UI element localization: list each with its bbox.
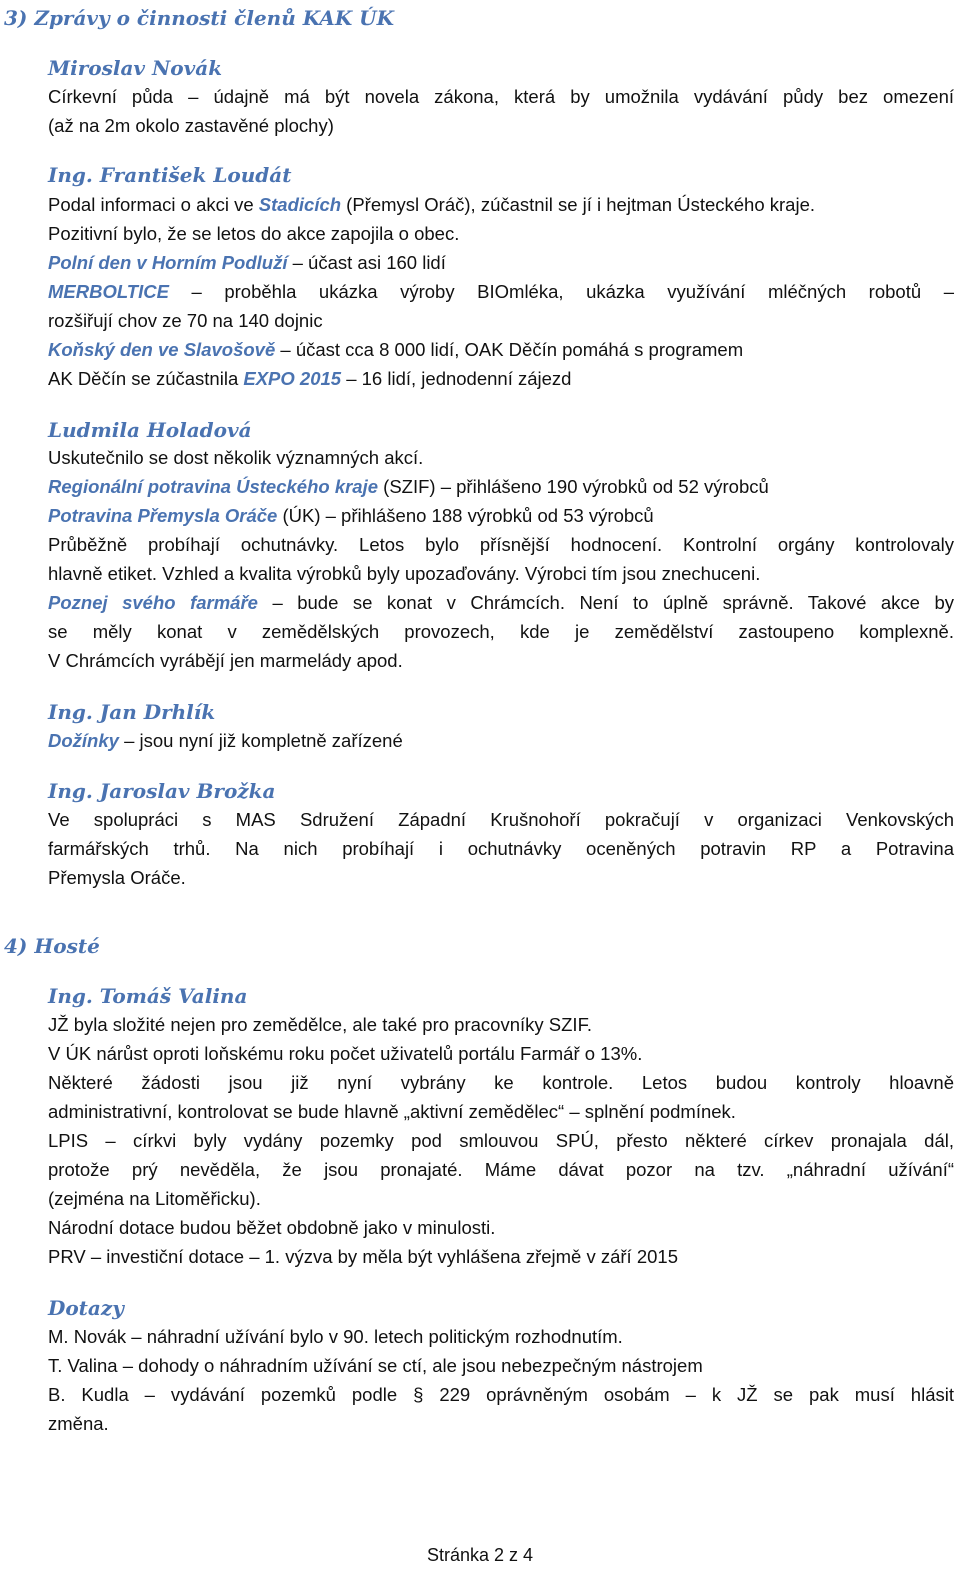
paragraph-line: hlavně etiket. Vzhled a kvalita výrobků byly upozaďovány. Výrobci tím jsou znechuceni.	[48, 563, 761, 584]
questions-heading: Dotazy	[48, 1296, 124, 1320]
event-line	[48, 501, 654, 530]
place-name: Stadicích	[258, 194, 342, 215]
paragraph-line: se měly konat v zemědělských provozech, kde je zemědělství zastoupeno komplexně.	[48, 621, 954, 642]
paragraph-line: administrativní, kontrolovat se bude hlavně „aktivní zemědělec“ – splnění podmínek.	[48, 1101, 736, 1122]
text-run: – účast cca 8 000 lidí, OAK Děčín pomáhá s programem	[275, 339, 744, 360]
text-run: – proběhla ukázka výroby BIOmléka, ukázka využívání mléčných robotů –	[168, 281, 954, 302]
paragraph-line: M. Novák – náhradní užívání bylo v 90. letech politickým rozhodnutím.	[48, 1326, 623, 1347]
paragraph-line: Průběžně probíhají ochutnávky. Letos bylo přísnější hodnocení. Kontrolní orgány kontrolovaly	[48, 534, 954, 555]
text-run: Podal informaci o akci ve	[48, 194, 259, 215]
event-label: Polní den v Horním Podluží	[48, 252, 288, 273]
section-heading-3: 3) Zprávy o činnosti členů KAK ÚK	[4, 6, 394, 30]
text-run: – jsou nyní již kompletně zařízené	[118, 730, 403, 751]
member-name-novak: Miroslav Novák	[48, 56, 223, 80]
paragraph-line: V Chrámcích vyrábějí jen marmelády apod.	[48, 650, 403, 671]
paragraph-line	[48, 190, 815, 219]
text-run: (ÚK) – přihlášeno 188 výrobků od 53 výrobců	[277, 505, 654, 526]
event-line	[48, 248, 446, 277]
paragraph-line: T. Valina – dohody o náhradním užívání se ctí, ale jsou nebezpečným nástrojem	[48, 1355, 703, 1376]
event-line	[48, 364, 571, 393]
paragraph-line: Přemysla Oráče.	[48, 867, 186, 888]
text-run: – účast asi 160 lidí	[287, 252, 446, 273]
paragraph-line: Uskutečnilo se dost několik významných akcí.	[48, 447, 424, 468]
paragraph-line: JŽ byla složité nejen pro zemědělce, ale také pro pracovníky SZIF.	[48, 1014, 592, 1035]
event-label: MERBOLTICE	[48, 281, 169, 302]
paragraph-line: Pozitivní bylo, že se letos do akce zapojila o obec.	[48, 223, 460, 244]
text-run: AK Děčín se zúčastnila	[48, 368, 244, 389]
text-run: – bude se konat v Chrámcích. Není to úplně správně. Takové akce by	[257, 592, 955, 613]
paragraph-line: PRV – investiční dotace – 1. výzva by měla být vyhlášena zřejmě v září 2015	[48, 1246, 678, 1267]
paragraph-line: rozšiřují chov ze 70 na 140 dojnic	[48, 310, 323, 331]
member-name-holadova: Ludmila Holadová	[48, 418, 252, 442]
event-label: EXPO 2015	[243, 368, 342, 389]
event-label: Potravina Přemysla Oráče	[48, 505, 278, 526]
paragraph-line: V ÚK nárůst oproti loňskému roku počet uživatelů portálu Farmář o 13%.	[48, 1043, 643, 1064]
text-run: (SZIF) – přihlášeno 190 výrobků od 52 výrobců	[378, 476, 769, 497]
paragraph-line: Církevní půda – údajně má být novela zákona, která by umožnila vydávání půdy bez omezení	[48, 86, 954, 107]
guest-name-valina: Ing. Tomáš Valina	[48, 984, 248, 1008]
member-name-drhlik: Ing. Jan Drhlík	[48, 700, 216, 724]
text-run: (Přemysl Oráč), zúčastnil se jí i hejtman Ústeckého kraje.	[341, 194, 816, 215]
event-line	[48, 726, 403, 755]
paragraph-line: Národní dotace budou běžet obdobně jako v minulosti.	[48, 1217, 496, 1238]
paragraph-line: protože prý nevěděla, že jsou pronajaté. Máme dávat pozor na tzv. „náhradní užívání“	[48, 1159, 954, 1180]
paragraph-line: (až na 2m okolo zastavěné plochy)	[48, 115, 334, 136]
paragraph-line: (zejména na Litoměřicku).	[48, 1188, 261, 1209]
section-heading-4: 4) Hosté	[4, 934, 100, 958]
paragraph-line: změna.	[48, 1413, 109, 1434]
event-line	[48, 335, 743, 364]
event-line	[48, 472, 769, 501]
member-name-loudat: Ing. František Loudát	[48, 163, 292, 187]
member-name-brozka: Ing. Jaroslav Brožka	[48, 779, 276, 803]
event-label: Poznej svého farmáře	[48, 592, 258, 613]
event-line	[48, 277, 954, 306]
paragraph-line: Ve spolupráci s MAS Sdružení Západní Krušnohoří pokračují v organizaci Venkovských	[48, 809, 954, 830]
event-label: Koňský den ve Slavošově	[48, 339, 276, 360]
event-label: Regionální potravina Ústeckého kraje	[48, 476, 379, 497]
page-footer: Stránka 2 z 4	[426, 1545, 534, 1565]
event-label: Dožínky	[48, 730, 119, 751]
paragraph-line: farmářských trhů. Na nich probíhají i ochutnávky oceněných potravin RP a Potravina	[48, 838, 954, 859]
paragraph-line: LPIS – církvi byly vydány pozemky pod smlouvou SPÚ, přesto některé církev pronajala dál,	[48, 1130, 954, 1151]
paragraph-line: B. Kudla – vydávání pozemků podle § 229 oprávněným osobám – k JŽ se pak musí hlásit	[48, 1384, 954, 1405]
event-line	[48, 588, 954, 617]
text-run: – 16 lidí, jednodenní zájezd	[341, 368, 572, 389]
paragraph-line: Některé žádosti jsou již nyní vybrány ke kontrole. Letos budou kontroly hloavně	[48, 1072, 954, 1093]
